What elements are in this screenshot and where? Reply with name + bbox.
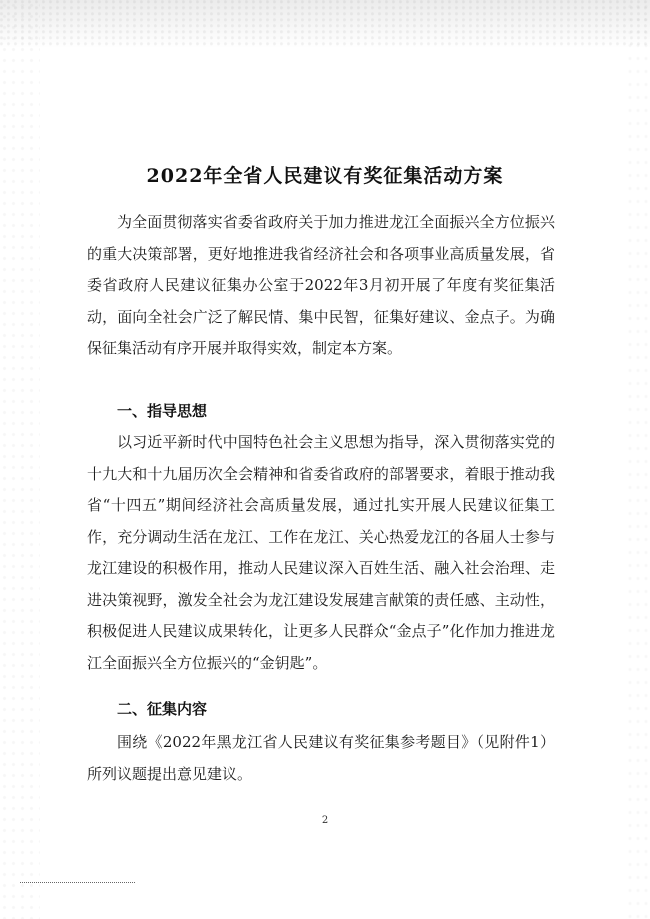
intro-paragraph: 为全面贯彻落实省委省政府关于加力推进龙江全面振兴全方位振兴的重大决策部署，更好地推进我省经济社会和各项事业高质量发展，省委省政府人民建议征集办公室于2022年3月初开展了年度有奖征集活动，面向全社会广泛了解民情、集中民智，征集好建议、金点子。为确保征集活动有序开展并取得实效，制定本方案。 <box>87 213 555 357</box>
section-heading-guiding-ideology: 一、指导思想 <box>117 402 208 420</box>
section-heading-collection-content: 二、征集内容 <box>117 700 208 718</box>
scan-shadow-top <box>0 0 650 48</box>
section-body-guiding-ideology: 以习近平新时代中国特色社会主义思想为指导，深入贯彻落实党的十九大和十九届历次全会精神和省委省政府的部署要求，着眼于推动我省“十四五”期间经济社会高质量发展，通过扎实开展人民建议征集工作，充分调动生活在龙江、工作在龙江、关心热爱龙江的各届人士参与龙江建设的积极作用，推动人民建议深入百姓生活、融入社会治理、走进决策视野，激发全社会为龙江建设发展建言献策的责任感、主动性，积极促进人民建议成果转化，让更多人民群众“金点子”化作加力推进龙江全面振兴全方位振兴的“金钥匙”。 <box>87 433 555 672</box>
scan-noise-left <box>0 0 40 919</box>
document-title: 2022年全省人民建议有奖征集活动方案 <box>146 164 504 187</box>
scan-noise-right <box>626 0 650 919</box>
footer-rule <box>20 882 135 883</box>
page-number: 2 <box>321 815 329 826</box>
section-body-collection-content: 围绕《2022年黑龙江省人民建议有奖征集参考题目》（见附件1）所列议题提出意见建议。 <box>87 733 555 783</box>
